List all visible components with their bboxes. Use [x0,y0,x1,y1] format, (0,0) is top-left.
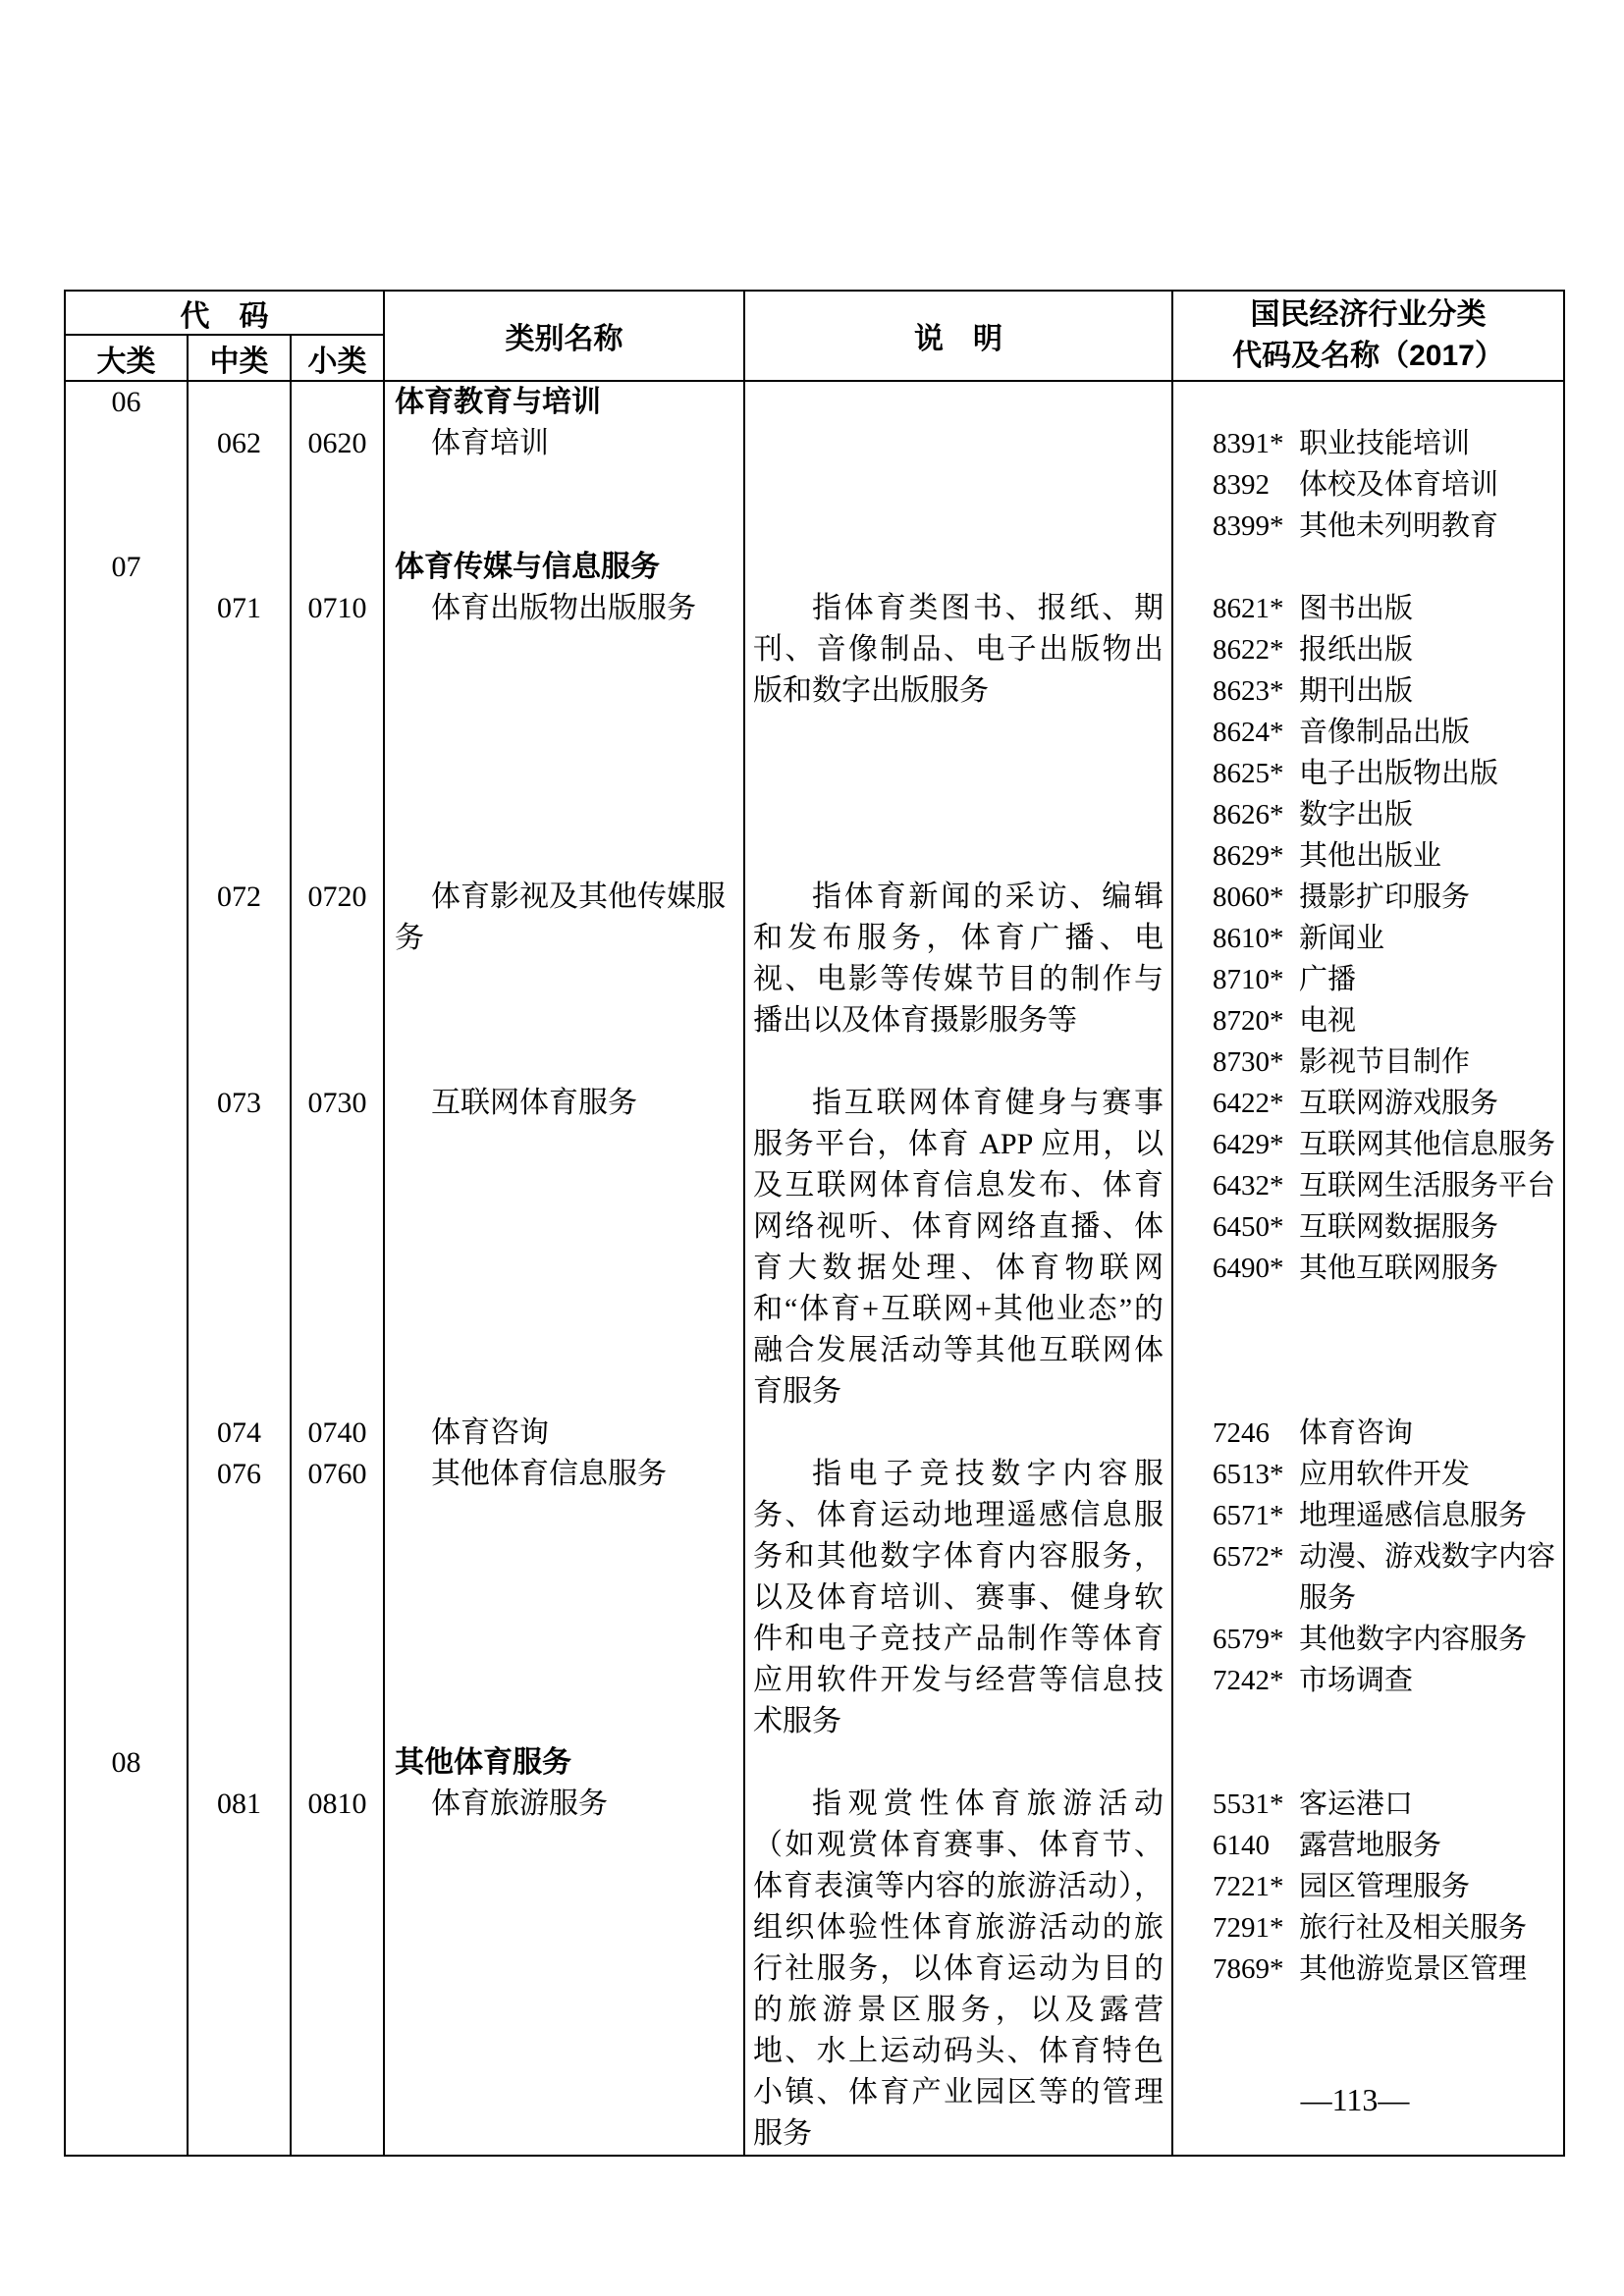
middle-code-cell: 081 [189,1784,292,2155]
industry-label: 广播 [1299,964,1357,995]
industry-code: 6450* [1213,1211,1284,1243]
industry-code: 6579* [1213,1624,1284,1655]
table-body [66,382,1563,2155]
table-row-group [66,1742,1563,1784]
table-header [66,292,1563,382]
minor-code-cell: 0720 [292,877,385,1083]
major-code-cell: 07 [66,547,189,588]
middle-code-cell: 074 [189,1413,292,1454]
middle-code-cell: 071 [189,588,292,877]
middle-code-cell [189,1742,292,1784]
industry-label: 客运港口 [1299,1789,1414,1820]
category-name-cell [385,382,745,423]
minor-code-cell [292,547,385,588]
industry-entry [1213,1784,1559,1825]
industry-code: 6429* [1213,1129,1284,1160]
industry-cell [1173,423,1563,547]
industry-entry [1213,1825,1559,1866]
industry-entry [1213,1454,1559,1495]
industry-label: 其他未列明教育 [1299,510,1499,542]
industry-entry [1213,464,1559,506]
middle-code-cell: 062 [189,423,292,547]
table-row-group [66,547,1563,588]
industry-entry [1213,835,1559,877]
industry-label: 体校及体育培训 [1299,469,1499,501]
industry-code: 8730* [1213,1046,1284,1078]
description-cell [745,1454,1173,1742]
major-code-cell [66,588,189,877]
industry-code: 8626* [1213,799,1284,830]
industry-label: 市场调查 [1299,1665,1414,1696]
category-name-cell [385,423,745,547]
description-cell [745,877,1173,1083]
header-description: 说 明 [745,292,1173,380]
industry-cell [1173,382,1563,423]
industry-code: 8060* [1213,881,1284,913]
industry-code: 5531* [1213,1789,1284,1820]
industry-entry [1213,1660,1559,1701]
minor-code-cell [292,1742,385,1784]
category-name-cell [385,547,745,588]
minor-code-cell [292,382,385,423]
industry-entry [1213,588,1559,629]
description-text: 指体育新闻的采访、编辑和发布服务，体育广播、电视、电影等传媒节目的制作与播出以及体育摄影服务等 [753,881,1164,1037]
industry-label: 互联网数据服务 [1299,1211,1499,1243]
major-code-cell [66,877,189,1083]
table-row-group [66,1454,1563,1742]
minor-code-cell: 0740 [292,1413,385,1454]
table-row-group [66,1413,1563,1454]
major-code-cell [66,423,189,547]
classification-table [64,290,1565,2157]
industry-code: 8392 [1213,469,1270,501]
major-code-cell [66,1083,189,1413]
industry-label: 露营地服务 [1299,1830,1442,1861]
header-industry-line2: 代码及名称（2017） [1232,340,1504,372]
industry-label: 旅行社及相关服务 [1299,1912,1528,1944]
industry-entry [1213,877,1559,918]
industry-label: 其他互联网服务 [1299,1253,1499,1284]
industry-code: 7242* [1213,1665,1284,1696]
industry-label: 动漫、游戏数字内容服务 [1299,1541,1556,1614]
category-name-cell [385,1083,745,1413]
industry-code: 8622* [1213,634,1284,666]
industry-code: 8625* [1213,758,1284,789]
industry-code: 8623* [1213,675,1284,707]
industry-code: 6572* [1213,1541,1284,1573]
category-name: 体育旅游服务 [431,1788,608,1820]
header-major-class: 大类 [66,336,189,380]
industry-cell [1173,1454,1563,1742]
industry-label: 其他出版业 [1299,840,1442,872]
category-name-cell [385,1784,745,2155]
description-text: 指体育类图书、报纸、期刊、音像制品、电子出版物出版和数字出版服务 [753,592,1164,707]
major-code-cell: 06 [66,382,189,423]
description-cell [745,547,1173,588]
category-name-cell [385,1413,745,1454]
industry-entry [1213,918,1559,959]
major-code-cell [66,1413,189,1454]
description-text: 指观赏性体育旅游活动（如观赏体育赛事、体育节、体育表演等内容的旅游活动），组织体验性体育旅游活动的旅行社服务，以体育运动为目的的旅游景区服务，以及露营地、水上运动码头、体育特色小镇、体育产业园区等的管理服务 [753,1788,1164,2150]
header-category-name: 类别名称 [385,292,745,380]
industry-code: 8610* [1213,923,1284,954]
table-row-group [66,423,1563,547]
description-cell [745,588,1173,877]
industry-code: 8621* [1213,593,1284,624]
minor-code-cell: 0810 [292,1784,385,2155]
header-code-group: 代 码 [66,292,385,336]
industry-entry [1213,1413,1559,1454]
category-name: 体育影视及其他传媒服务 [395,881,726,954]
category-name: 其他体育信息服务 [431,1458,667,1490]
industry-label: 期刊出版 [1299,675,1414,707]
category-name: 互联网体育服务 [431,1087,637,1119]
description-cell [745,1784,1173,2155]
industry-code: 7246 [1213,1417,1270,1449]
description-text: 指互联网体育健身与赛事服务平台，体育 APP 应用，以及互联网体育信息发布、体育网络视听、体育网络直播、体育大数据处理、体育物联网和“体育+互联网+其他业态”的融合发展活动等其他互联网体育服务 [753,1087,1164,1408]
industry-code: 7291* [1213,1912,1284,1944]
minor-code-cell: 0620 [292,423,385,547]
description-cell [745,1742,1173,1784]
industry-code: 6513* [1213,1459,1284,1490]
industry-label: 职业技能培训 [1299,428,1471,459]
industry-code: 6490* [1213,1253,1284,1284]
industry-label: 电视 [1299,1005,1357,1037]
category-name: 体育教育与培训 [395,386,601,418]
major-code-cell [66,1454,189,1742]
industry-label: 互联网其他信息服务 [1299,1129,1556,1160]
industry-code: 8629* [1213,840,1284,872]
industry-entry [1213,423,1559,464]
industry-entry [1213,1907,1559,1949]
industry-code: 8624* [1213,717,1284,748]
industry-code: 6422* [1213,1088,1284,1119]
minor-code-cell: 0760 [292,1454,385,1742]
industry-code: 6571* [1213,1500,1284,1531]
industry-cell [1173,1083,1563,1413]
industry-cell [1173,588,1563,877]
industry-entry [1213,1124,1559,1165]
middle-code-cell: 076 [189,1454,292,1742]
industry-entry [1213,1866,1559,1907]
major-code-cell: 08 [66,1742,189,1784]
category-name: 体育培训 [431,427,549,459]
industry-entry [1213,1619,1559,1660]
industry-entry [1213,1165,1559,1206]
category-name-cell [385,588,745,877]
industry-entry [1213,959,1559,1000]
header-minor-class: 小类 [292,336,385,380]
industry-entry [1213,1041,1559,1083]
category-name: 体育出版物出版服务 [431,592,696,624]
middle-code-cell: 073 [189,1083,292,1413]
industry-code: 8710* [1213,964,1284,995]
industry-entry [1213,1083,1559,1124]
header-industry-line1: 国民经济行业分类 [1250,298,1487,331]
table-row-group [66,588,1563,877]
industry-label: 音像制品出版 [1299,717,1471,748]
middle-code-cell [189,547,292,588]
industry-cell [1173,547,1563,588]
industry-entry [1213,794,1559,835]
industry-entry [1213,670,1559,712]
industry-label: 互联网游戏服务 [1299,1088,1499,1119]
table-row-group [66,877,1563,1083]
category-name-cell [385,1454,745,1742]
industry-entry [1213,629,1559,670]
industry-entry [1213,1206,1559,1248]
industry-entry [1213,506,1559,547]
industry-code: 8720* [1213,1005,1284,1037]
industry-label: 园区管理服务 [1299,1871,1471,1902]
category-name: 体育传媒与信息服务 [395,551,660,583]
table-row-group [66,1083,1563,1413]
industry-label: 地理遥感信息服务 [1299,1500,1528,1531]
industry-label: 报纸出版 [1299,634,1414,666]
category-name-cell [385,1742,745,1784]
middle-code-cell: 072 [189,877,292,1083]
industry-code: 7869* [1213,1953,1284,1985]
category-name: 体育咨询 [431,1416,549,1449]
industry-entry [1213,1495,1559,1536]
minor-code-cell: 0730 [292,1083,385,1413]
header-middle-class: 中类 [189,336,292,380]
description-cell [745,423,1173,547]
table-row-group [66,382,1563,423]
category-name-cell [385,877,745,1083]
industry-label: 新闻业 [1299,923,1385,954]
industry-label: 摄影扩印服务 [1299,881,1471,913]
industry-code: 7221* [1213,1871,1284,1902]
industry-label: 电子出版物出版 [1299,758,1499,789]
industry-label: 体育咨询 [1299,1417,1414,1449]
industry-entry [1213,1949,1559,1990]
header-industry-classification [1173,292,1563,380]
industry-label: 图书出版 [1299,593,1414,624]
industry-entry [1213,712,1559,753]
major-code-cell [66,1784,189,2155]
description-cell [745,382,1173,423]
description-text: 指电子竞技数字内容服务、体育运动地理遥感信息服务和其他数字体育内容服务，以及体育培训、赛事、健身软件和电子竞技产品制作等体育应用软件开发与经营等信息技术服务 [753,1458,1164,1737]
middle-code-cell [189,382,292,423]
industry-code: 8391* [1213,428,1284,459]
industry-code: 8399* [1213,510,1284,542]
page-number: —113— [1300,2082,1410,2117]
industry-label: 影视节目制作 [1299,1046,1471,1078]
industry-cell [1173,1413,1563,1454]
industry-entry [1213,1248,1559,1289]
industry-label: 数字出版 [1299,799,1414,830]
industry-label: 其他游览景区管理 [1299,1953,1528,1985]
industry-code: 6432* [1213,1170,1284,1201]
minor-code-cell: 0710 [292,588,385,877]
description-cell [745,1413,1173,1454]
industry-label: 互联网生活服务平台 [1299,1170,1556,1201]
industry-code: 6140 [1213,1830,1270,1861]
industry-label: 其他数字内容服务 [1299,1624,1528,1655]
category-name: 其他体育服务 [395,1746,571,1779]
description-cell [745,1083,1173,1413]
industry-cell [1173,877,1563,1083]
industry-entry [1213,753,1559,794]
industry-label: 应用软件开发 [1299,1459,1471,1490]
industry-cell [1173,1742,1563,1784]
industry-entry [1213,1000,1559,1041]
industry-entry [1213,1536,1559,1619]
